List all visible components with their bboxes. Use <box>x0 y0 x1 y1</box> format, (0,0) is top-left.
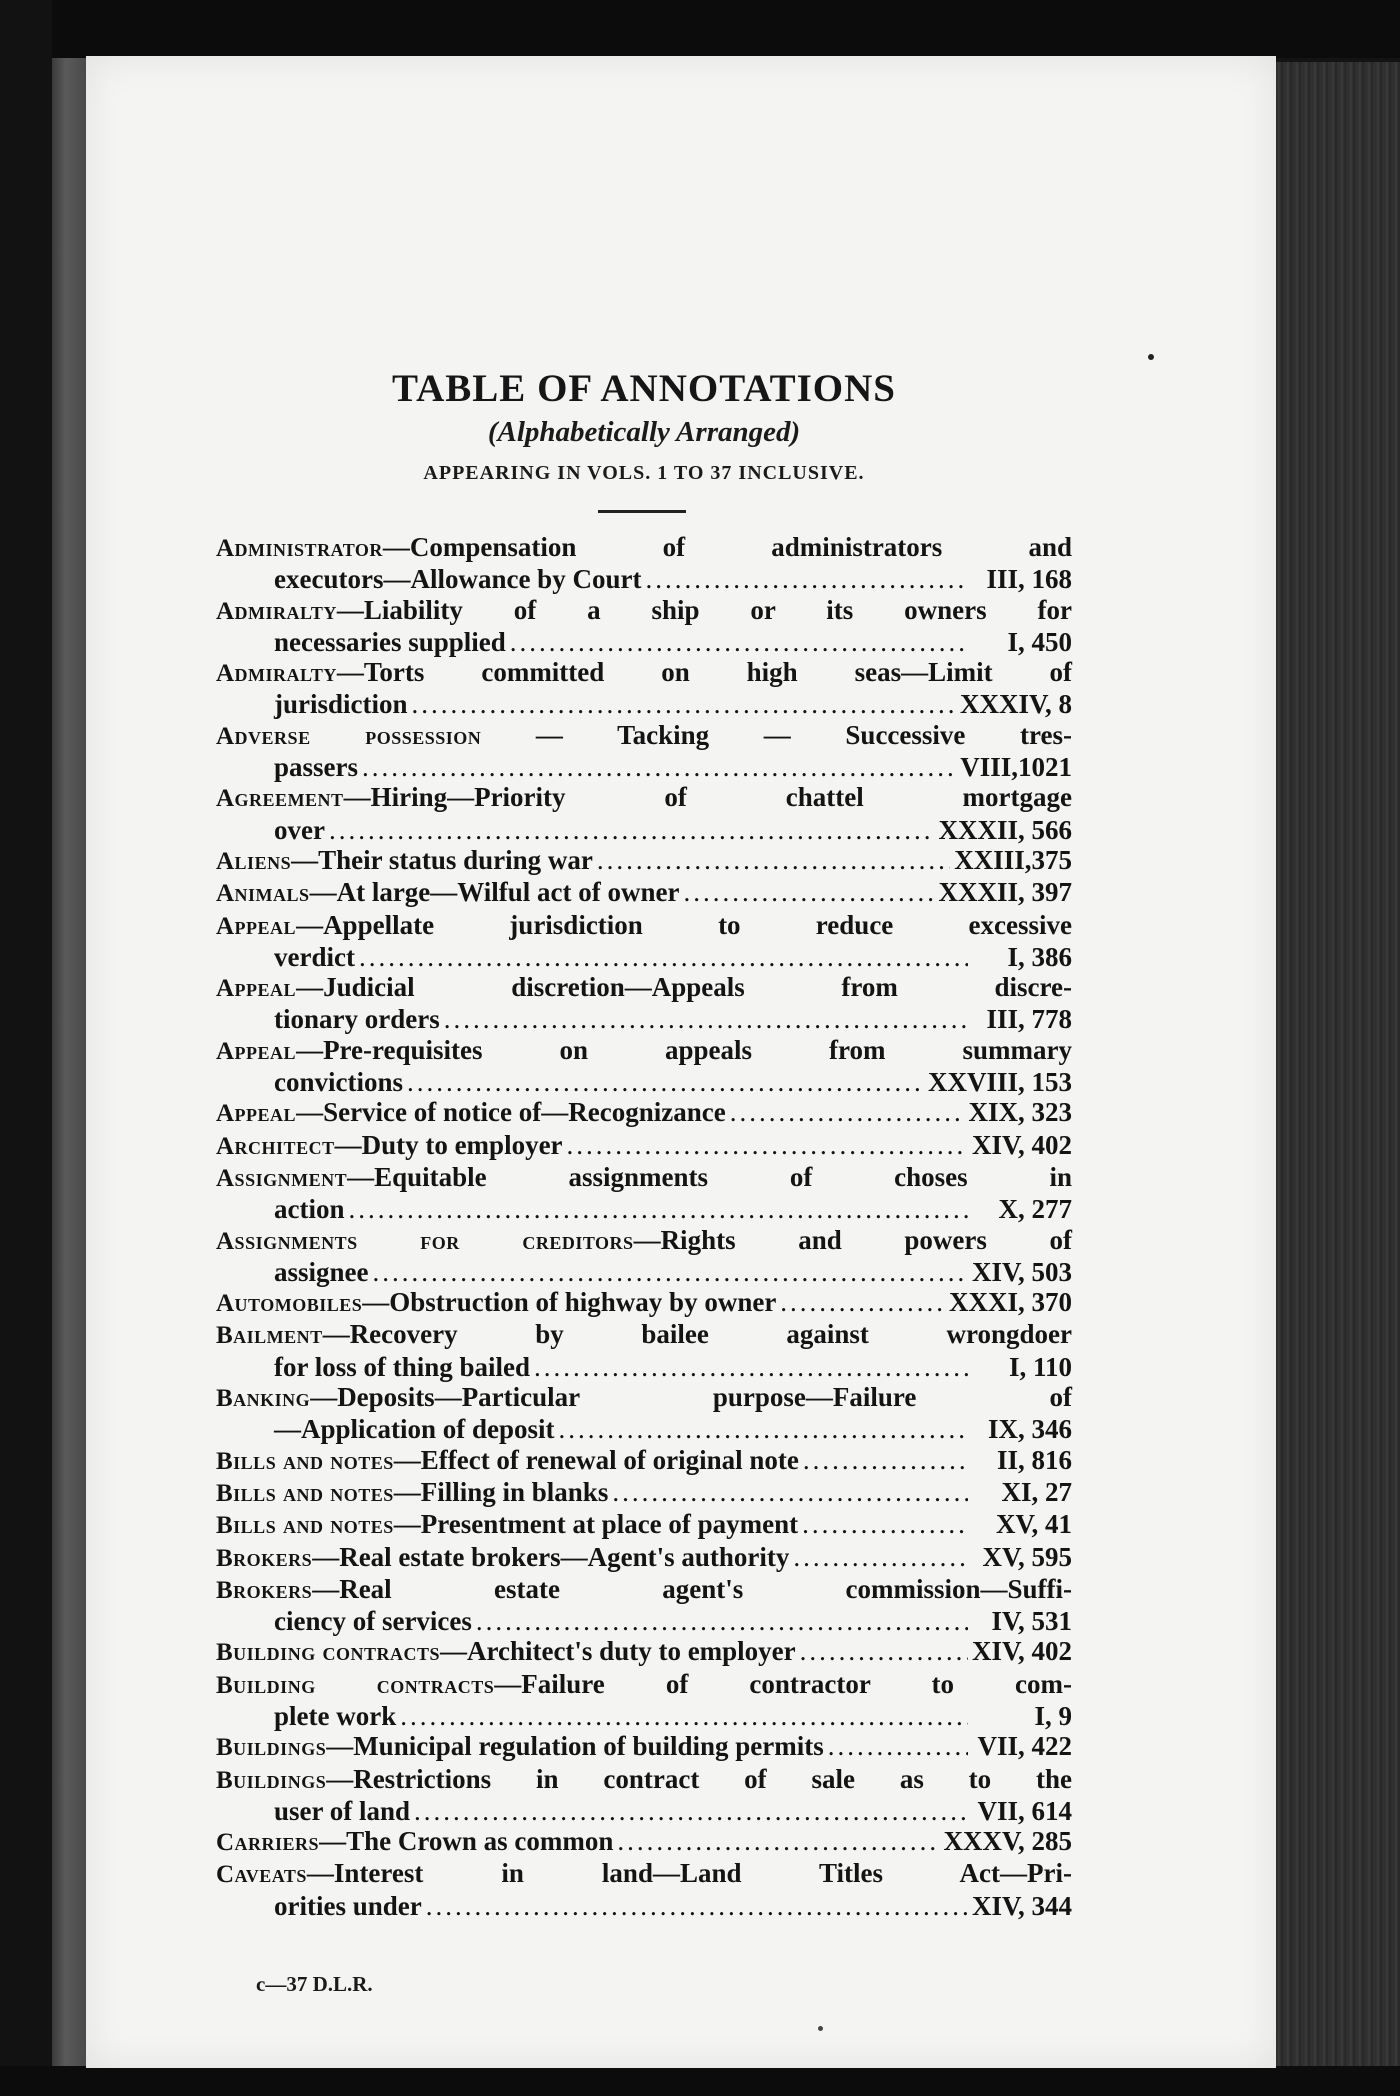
entry-text <box>274 1606 472 1636</box>
volume-page-reference: XIV, 402 <box>971 1129 1072 1160</box>
volume-page-reference: XI, 27 <box>1001 1476 1072 1507</box>
leader-dots <box>510 627 968 657</box>
volume-page-reference: X, 277 <box>998 1194 1072 1225</box>
annotation-entry <box>216 1035 1072 1098</box>
volume-page-reference: VII, 422 <box>977 1731 1072 1762</box>
entry-line <box>216 1130 1072 1162</box>
entry-text <box>216 595 1072 627</box>
annotation-entry <box>216 1826 1072 1858</box>
entry-description: —Filling in blanks <box>393 1476 609 1507</box>
entry-heading: Brokers <box>216 1544 313 1572</box>
entry-heading: Appeal <box>216 975 297 1003</box>
entry-description: —The Crown as common <box>319 1826 614 1857</box>
entry-line <box>216 1035 1072 1067</box>
ink-speck <box>818 2026 823 2031</box>
entry-text <box>216 1858 1072 1890</box>
entry-description: assignee <box>274 1256 369 1287</box>
entry-line <box>216 1414 1072 1444</box>
entry-heading: Caveats <box>216 1861 307 1889</box>
volume-page-reference: XXXII, 566 <box>938 814 1072 845</box>
annotation-entry <box>216 845 1072 877</box>
entry-line <box>216 1445 1072 1477</box>
entry-description: —Equitable assignments of choses in <box>347 1161 1072 1192</box>
leader-dots <box>780 1287 945 1317</box>
title-rule <box>598 510 686 513</box>
leader-dots <box>407 1067 924 1097</box>
entry-line <box>216 1858 1072 1890</box>
entry-heading: Bailment <box>216 1322 323 1350</box>
entry-description: —Recovery by bailee against wrongdoer <box>322 1319 1072 1350</box>
entry-description: over <box>274 814 325 845</box>
leader-dots <box>362 752 956 782</box>
leader-dots <box>444 1004 968 1034</box>
entry-description: jurisdiction <box>274 689 408 720</box>
entry-heading: Banking <box>216 1385 311 1413</box>
annotation-entry <box>216 720 1072 783</box>
entry-description: tionary orders <box>274 1004 440 1035</box>
leader-dots <box>617 1826 939 1856</box>
entry-line <box>216 1225 1072 1257</box>
volume-page-reference: VII, 614 <box>977 1795 1072 1826</box>
entry-text <box>274 815 325 845</box>
entry-line <box>216 1287 1072 1319</box>
entry-line <box>216 564 1072 594</box>
volume-page-reference: XIV, 344 <box>971 1890 1072 1921</box>
entry-description: necessaries supplied <box>274 626 506 657</box>
annotation-entry <box>216 1858 1072 1921</box>
entry-text <box>274 627 506 657</box>
entry-heading: Admiralty <box>216 660 337 688</box>
book-page-edges <box>1276 62 1400 2072</box>
leader-dots <box>534 1352 968 1382</box>
leader-dots <box>349 1194 969 1224</box>
entry-text <box>274 689 408 719</box>
volume-page-reference: IV, 531 <box>991 1606 1072 1637</box>
entry-line <box>216 1477 1072 1509</box>
annotation-entry <box>216 1509 1072 1541</box>
entry-heading: Administrator <box>216 535 383 562</box>
volume-page-reference: XV, 41 <box>995 1509 1072 1540</box>
volume-page-reference: XXXI, 370 <box>948 1287 1072 1318</box>
page-title: TABLE OF ANNOTATIONS <box>392 367 896 410</box>
entry-text <box>216 877 680 909</box>
annotation-entry <box>216 532 1072 595</box>
entry-text <box>274 564 641 594</box>
entry-text <box>274 1701 396 1731</box>
entry-text <box>216 845 593 877</box>
entry-text <box>216 782 1072 814</box>
entry-text <box>274 1257 369 1287</box>
page-signature: c—37 D.L.R. <box>256 1972 373 1996</box>
entry-description: —Compensation of administrators and <box>382 532 1072 562</box>
annotation-entry <box>216 595 1072 658</box>
entry-text <box>216 1097 726 1129</box>
annotations-list <box>216 532 1072 1921</box>
volume-page-reference: I, 386 <box>1007 941 1072 972</box>
entry-line <box>216 1162 1072 1194</box>
entry-heading: Animals <box>216 880 310 908</box>
leader-dots <box>329 815 935 845</box>
entry-heading: Buildings <box>216 1734 327 1762</box>
annotation-entry <box>216 1574 1072 1637</box>
entry-heading: Appeal <box>216 1037 297 1065</box>
entry-description: action <box>274 1194 345 1225</box>
entry-text <box>216 1287 776 1319</box>
entry-description: —Liability of a ship or its owners for <box>336 594 1072 625</box>
volume-page-reference: XXXV, 285 <box>943 1826 1072 1857</box>
annotation-entry <box>216 1669 1072 1732</box>
leader-dots <box>476 1606 968 1636</box>
entry-description: —Obstruction of highway by owner <box>362 1287 777 1318</box>
entry-description: —Pre-requisites on appeals from summary <box>296 1034 1072 1065</box>
volume-page-reference: III, 168 <box>986 564 1072 595</box>
entry-line <box>216 1194 1072 1224</box>
leader-dots <box>567 1130 968 1160</box>
entry-description: —Deposits—Particular purpose—Failure of <box>310 1382 1072 1413</box>
annotation-entry <box>216 972 1072 1035</box>
leader-dots <box>645 564 968 594</box>
entry-description: —Torts committed on high seas—Limit of <box>336 657 1072 688</box>
entry-description: —Hiring—Priority of chattel mortgage <box>343 782 1072 813</box>
entry-text <box>216 1574 1072 1606</box>
entry-description: — Tacking — Successive tres- <box>481 719 1073 750</box>
volume-page-reference: XV, 595 <box>982 1541 1072 1572</box>
entry-heading: Adverse possession <box>216 722 482 750</box>
entry-heading: Aliens <box>216 847 292 875</box>
entry-description: —Duty to employer <box>334 1129 563 1160</box>
leader-dots <box>793 1542 968 1572</box>
entry-description: verdict <box>274 941 355 972</box>
annotation-entry <box>216 1287 1072 1319</box>
entry-line <box>216 877 1072 909</box>
leader-dots <box>559 1414 968 1444</box>
entry-line <box>216 1574 1072 1606</box>
annotation-entry <box>216 1445 1072 1477</box>
annotation-entry <box>216 1162 1072 1225</box>
annotation-entry <box>216 1764 1072 1827</box>
entry-line <box>216 1891 1072 1921</box>
entry-text <box>216 910 1072 942</box>
volume-page-reference: III, 778 <box>986 1004 1072 1035</box>
entry-heading: Architect <box>216 1132 335 1160</box>
leader-dots <box>400 1701 968 1731</box>
annotation-entry <box>216 1477 1072 1509</box>
entry-line <box>216 1669 1072 1701</box>
entry-line <box>216 1826 1072 1858</box>
entry-line <box>216 942 1072 972</box>
entry-heading: Automobiles <box>216 1290 363 1318</box>
entry-line <box>216 1097 1072 1129</box>
entry-line <box>216 532 1072 564</box>
entry-description: —Appellate jurisdiction to reduce excessive <box>296 909 1072 940</box>
volume-page-reference: II, 816 <box>996 1444 1072 1475</box>
entry-text <box>216 1382 1072 1414</box>
entry-line <box>216 752 1072 782</box>
entry-text <box>216 972 1072 1004</box>
entry-description: —Effect of renewal of original note <box>393 1444 799 1475</box>
entry-line <box>216 815 1072 845</box>
book-left-edge <box>52 58 86 2068</box>
annotation-entry <box>216 1130 1072 1162</box>
entry-text <box>216 1764 1072 1796</box>
entry-line <box>216 972 1072 1004</box>
entry-text <box>216 1636 796 1668</box>
leader-dots <box>800 1636 968 1666</box>
entry-heading: Carriers <box>216 1829 320 1857</box>
entry-heading: Buildings <box>216 1766 327 1794</box>
annotation-entry <box>216 782 1072 845</box>
entry-text <box>216 657 1072 689</box>
entry-line <box>216 782 1072 814</box>
entry-description: —Their status during war <box>291 844 593 875</box>
entry-text <box>216 1826 613 1858</box>
entry-text <box>274 1194 345 1224</box>
entry-text <box>274 1004 440 1034</box>
entry-text <box>274 942 355 972</box>
entry-heading: Building contracts <box>216 1671 495 1699</box>
entry-text <box>216 1035 1072 1067</box>
scan-bottom-border <box>0 2066 1400 2096</box>
entry-line <box>216 1542 1072 1574</box>
entry-description: user of land <box>274 1795 411 1826</box>
entry-text <box>274 752 358 782</box>
entry-description: —Municipal regulation of building permits <box>326 1731 824 1762</box>
entry-description: —Application of deposit <box>274 1414 555 1445</box>
entry-line <box>216 1796 1072 1826</box>
entry-text <box>216 1509 798 1541</box>
entry-text <box>216 1477 608 1509</box>
entry-text <box>216 720 1072 752</box>
entry-description: —Presentment at place of payment <box>393 1509 799 1540</box>
leader-dots <box>359 942 968 972</box>
page-subtitle: (Alphabetically Arranged) <box>487 416 801 448</box>
entry-description: executors—Allowance by Court <box>274 564 642 595</box>
entry-description: —At large—Wilful act of owner <box>309 877 680 908</box>
entry-description: —Real estate brokers—Agent's authority <box>312 1541 790 1572</box>
entry-line <box>216 1509 1072 1541</box>
entry-description: orities under <box>274 1890 422 1921</box>
entry-line <box>216 689 1072 719</box>
entry-heading: Appeal <box>216 1100 297 1128</box>
entry-line <box>216 1004 1072 1034</box>
ink-speck <box>1148 354 1154 360</box>
entry-heading: Assignment <box>216 1164 348 1192</box>
entry-text <box>274 1796 410 1826</box>
entry-line <box>216 1319 1072 1351</box>
volume-page-reference: XXVIII, 153 <box>927 1067 1072 1098</box>
entry-description: —Architect's duty to employer <box>439 1636 796 1667</box>
annotation-entry <box>216 1382 1072 1445</box>
annotation-entry <box>216 657 1072 720</box>
entry-heading: Assignments for creditors <box>216 1227 634 1255</box>
annotation-entry <box>216 877 1072 909</box>
entry-heading: Appeal <box>216 912 297 940</box>
annotation-entry <box>216 1225 1072 1288</box>
entry-heading: Brokers <box>216 1576 313 1604</box>
leader-dots <box>612 1477 968 1507</box>
entry-description: —Judicial discretion—Appeals from discre- <box>296 972 1072 1003</box>
entry-line <box>216 910 1072 942</box>
entry-text <box>216 1225 1072 1257</box>
entry-heading: Bills and notes <box>216 1447 394 1475</box>
entry-text <box>216 1731 824 1763</box>
entry-text <box>216 532 1072 564</box>
volume-page-reference: XXXIV, 8 <box>959 689 1072 720</box>
entry-description: —Real estate agent's commission—Suffi- <box>312 1573 1072 1604</box>
entry-line <box>216 1067 1072 1097</box>
entry-description: ciency of services <box>274 1606 472 1637</box>
annotation-entry <box>216 1731 1072 1763</box>
scan-left-border <box>0 0 52 2096</box>
entry-line <box>216 1701 1072 1731</box>
entry-line <box>216 1636 1072 1668</box>
entry-line <box>216 1352 1072 1382</box>
leader-dots <box>802 1509 968 1539</box>
entry-heading: Building contracts <box>216 1639 440 1667</box>
leader-dots <box>426 1891 968 1921</box>
scan-top-border <box>0 0 1400 58</box>
entry-text <box>216 1445 799 1477</box>
entry-description: —Rights and powers of <box>633 1224 1072 1255</box>
entry-text <box>274 1352 530 1382</box>
leader-dots <box>730 1097 965 1127</box>
entry-line <box>216 845 1072 877</box>
entry-text <box>274 1891 422 1921</box>
entry-text <box>216 1319 1072 1351</box>
annotation-entry <box>216 910 1072 973</box>
leader-dots <box>412 689 956 719</box>
leader-dots <box>597 845 950 875</box>
annotation-entry <box>216 1319 1072 1382</box>
document-page <box>86 56 1276 2068</box>
volume-page-reference: I, 110 <box>1008 1351 1072 1382</box>
volume-page-reference: XXXII, 397 <box>938 877 1072 908</box>
volume-page-reference: VIII,1021 <box>960 752 1072 783</box>
entry-line <box>216 720 1072 752</box>
leader-dots <box>828 1731 968 1761</box>
volume-page-reference: XXIII,375 <box>954 844 1072 875</box>
volumes-note: APPEARING IN VOLS. 1 TO 37 INCLUSIVE. <box>423 462 865 484</box>
entry-description: —Restrictions in contract of sale as to the <box>326 1763 1072 1794</box>
volume-page-reference: XIV, 503 <box>971 1256 1072 1287</box>
leader-dots <box>803 1445 968 1475</box>
entry-description: passers <box>274 752 359 783</box>
entry-heading: Agreement <box>216 785 344 813</box>
annotation-entry <box>216 1542 1072 1574</box>
leader-dots <box>373 1257 968 1287</box>
entry-description: —Interest in land—Land Titles Act—Pri- <box>306 1858 1072 1889</box>
entry-text <box>216 1130 563 1162</box>
entry-line <box>216 1257 1072 1287</box>
volume-page-reference: XIV, 402 <box>971 1636 1072 1667</box>
entry-line <box>216 657 1072 689</box>
entry-heading: Bills and notes <box>216 1479 394 1507</box>
entry-line <box>216 627 1072 657</box>
entry-description: —Service of notice of—Recognizance <box>296 1097 726 1128</box>
entry-line <box>216 1606 1072 1636</box>
entry-line <box>216 1764 1072 1796</box>
entry-description: convictions <box>274 1067 404 1098</box>
entry-description: —Failure of contractor to com- <box>494 1668 1072 1699</box>
leader-dots <box>684 877 935 907</box>
entry-text <box>216 1542 789 1574</box>
entry-line <box>216 595 1072 627</box>
leader-dots <box>414 1796 968 1826</box>
entry-description: plete work <box>274 1700 397 1731</box>
entry-line <box>216 1382 1072 1414</box>
volume-page-reference: IX, 346 <box>987 1414 1072 1445</box>
entry-text <box>274 1414 555 1444</box>
entry-heading: Bills and notes <box>216 1512 394 1540</box>
entry-description: for loss of thing bailed <box>274 1351 531 1382</box>
volume-page-reference: XIX, 323 <box>968 1097 1072 1128</box>
entry-heading: Admiralty <box>216 597 337 625</box>
volume-page-reference: I, 450 <box>1007 626 1072 657</box>
entry-text <box>216 1162 1072 1194</box>
entry-text <box>216 1669 1072 1701</box>
entry-text <box>274 1067 403 1097</box>
annotation-entry <box>216 1097 1072 1129</box>
entry-line <box>216 1731 1072 1763</box>
annotation-entry <box>216 1636 1072 1668</box>
volume-page-reference: I, 9 <box>1034 1700 1072 1731</box>
